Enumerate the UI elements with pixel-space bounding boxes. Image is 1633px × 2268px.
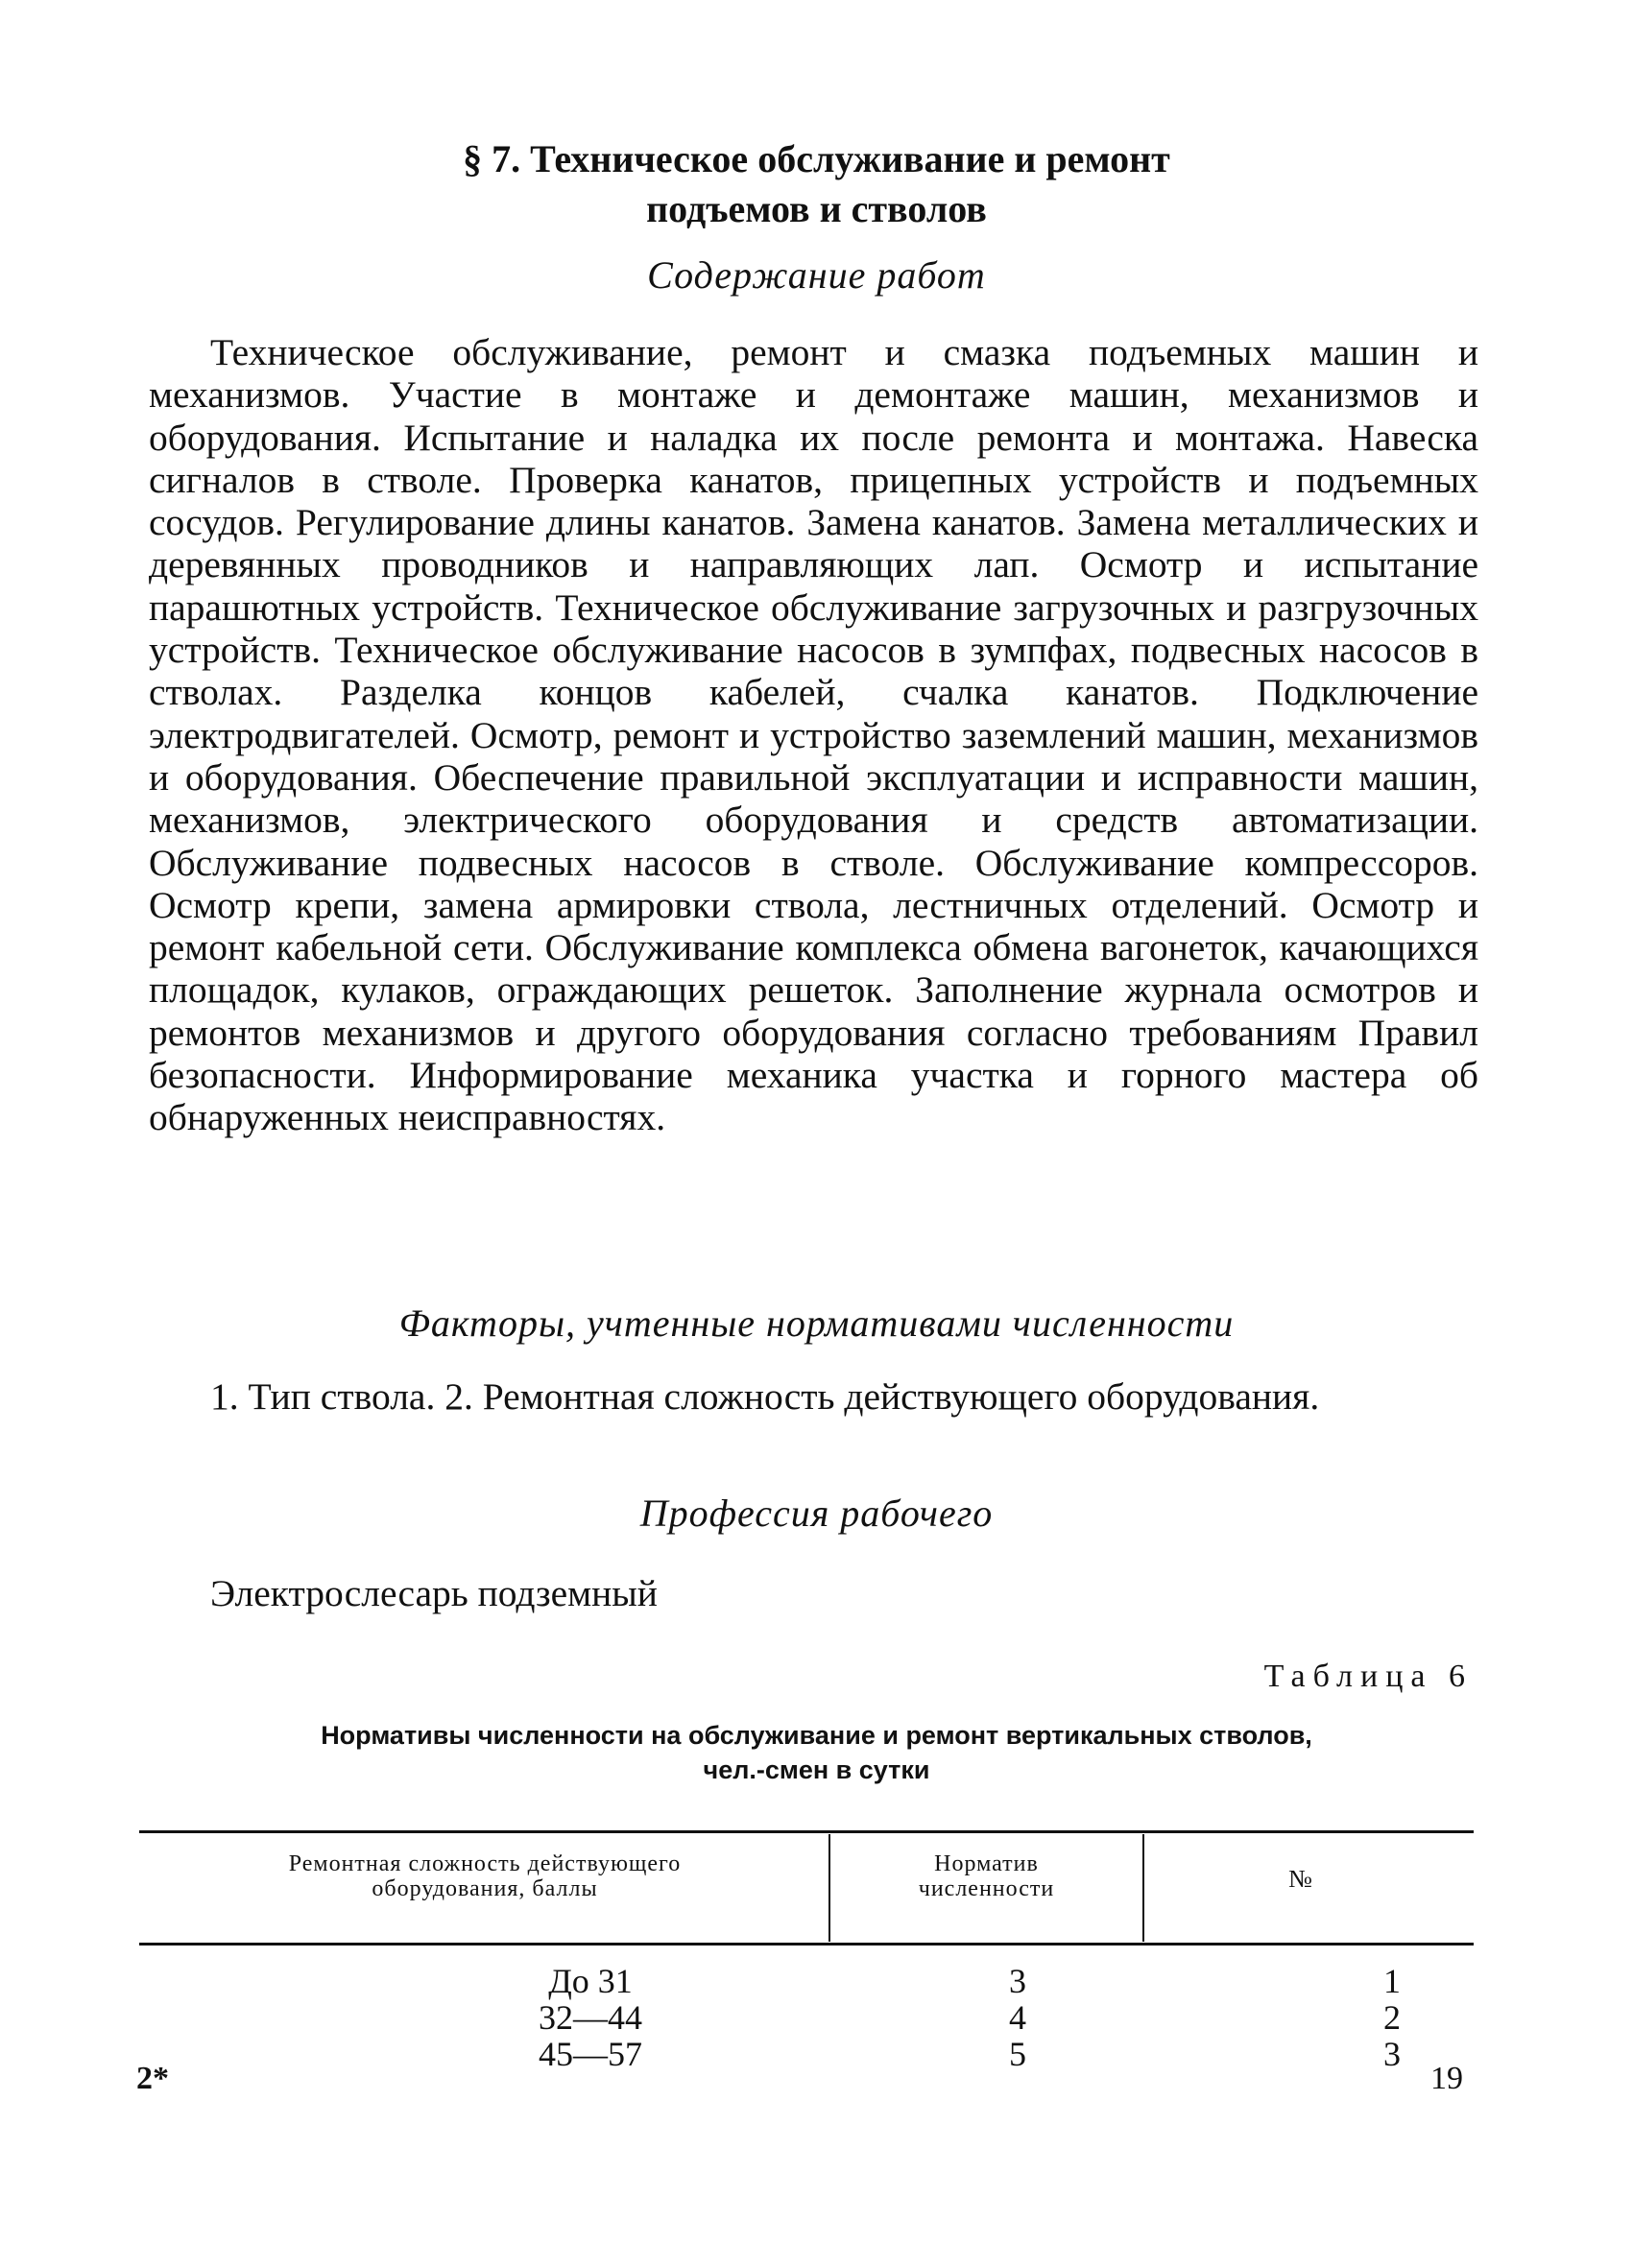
table-top-rule <box>139 1830 1474 1833</box>
section-title <box>0 134 1633 234</box>
column-divider-1 <box>829 1834 830 1942</box>
column-divider-2 <box>1142 1834 1144 1942</box>
section-title-line-2: подъемов и стволов <box>646 187 987 230</box>
cell-complexity: 32—44 <box>539 1998 642 2037</box>
column-header-norm <box>840 1851 1133 1901</box>
column-header-norm-line-1: Норматив <box>934 1851 1039 1876</box>
cell-complexity: До 31 <box>548 1962 633 2000</box>
table-label: Таблица 6 <box>1263 1659 1473 1694</box>
column-header-number: № <box>1288 1865 1313 1893</box>
cell-norm: 4 <box>1009 1998 1026 2037</box>
cell-number: 1 <box>1383 1962 1401 2000</box>
cell-norm: 5 <box>1009 2035 1026 2073</box>
profession-heading: Профессия рабочего <box>639 1492 994 1535</box>
work-content-heading: Содержание работ <box>647 253 986 297</box>
column-header-complexity-line-2: оборудования, баллы <box>372 1876 598 1901</box>
page-number: 19 <box>1430 2061 1463 2096</box>
table-title-line-2: чел.-смен в сутки <box>703 1755 930 1784</box>
cell-number: 3 <box>1383 2035 1401 2073</box>
table-body <box>139 1963 1474 2072</box>
work-content-paragraph: Техническое обслуживание, ремонт и смазка подъемных машин и механизмов. Участие в монтаже и демонтаже машин, механизмов и оборудования. Испытание и наладка их после ремонта и монтажа. Навеска сигналов в стволе. Проверка канатов, прицепных устройств и подъемных сосудов. Регулирование длины канатов. Замена канатов. Замена металлических и деревянных проводников и направляющих лап. Осмотр и испытание парашютных устройств. Техническое обслуживание загрузочных и разгрузочных устройств. Техническое обслуживание насосов в зумпфах, подвесных насосов в стволах. Разделка концов кабелей, счалка канатов. Подключение электродвигателей. Осмотр, ремонт и устройство заземлений машин, механизмов и оборудования. Обеспечение правильной эксплуатации и исправности машин, механизмов, электрического оборудования и средств автоматизации. Обслуживание подвесных насосов в стволе. Обслуживание компрессоров. Осмотр крепи, замена армировки ствола, лестничных отделений. Осмотр и ремонт кабельной сети. Обслуживание комплекса обмена вагонеток, качающихся площадок, кулаков, ограждающих решеток. Заполнение журнала осмотров и ремонтов механизмов и другого оборудования согласно требованиям Правил безопасности. Информирование механика участка и горного мастера об обнаруженных неисправностях. <box>149 331 1478 1139</box>
table-row <box>139 1963 1474 1999</box>
column-header-norm-line-2: численности <box>918 1876 1055 1901</box>
table-title <box>144 1718 1489 1787</box>
cell-number: 2 <box>1383 1998 1401 2037</box>
factors-heading: Факторы, учтенные нормативами численности <box>398 1301 1235 1345</box>
table-title-line-1: Нормативы численности на обслуживание и ремонт вертикальных стволов, <box>321 1721 1312 1750</box>
cell-norm: 3 <box>1009 1962 1026 2000</box>
table-header-rule <box>139 1943 1474 1946</box>
section-title-line-1: § 7. Техническое обслуживание и ремонт <box>463 137 1170 180</box>
signature-mark: 2* <box>136 2061 169 2096</box>
column-header-complexity-line-1: Ремонтная сложность действующего <box>288 1851 682 1876</box>
profession-paragraph: Электрослесарь подземный <box>210 1572 658 1614</box>
column-header-complexity <box>158 1851 811 1901</box>
cell-complexity: 45—57 <box>539 2035 642 2073</box>
factors-paragraph: 1. Тип ствола. 2. Ремонтная сложность действующего оборудования. <box>210 1375 1320 1418</box>
table-row <box>139 2036 1474 2072</box>
table-row <box>139 1999 1474 2036</box>
